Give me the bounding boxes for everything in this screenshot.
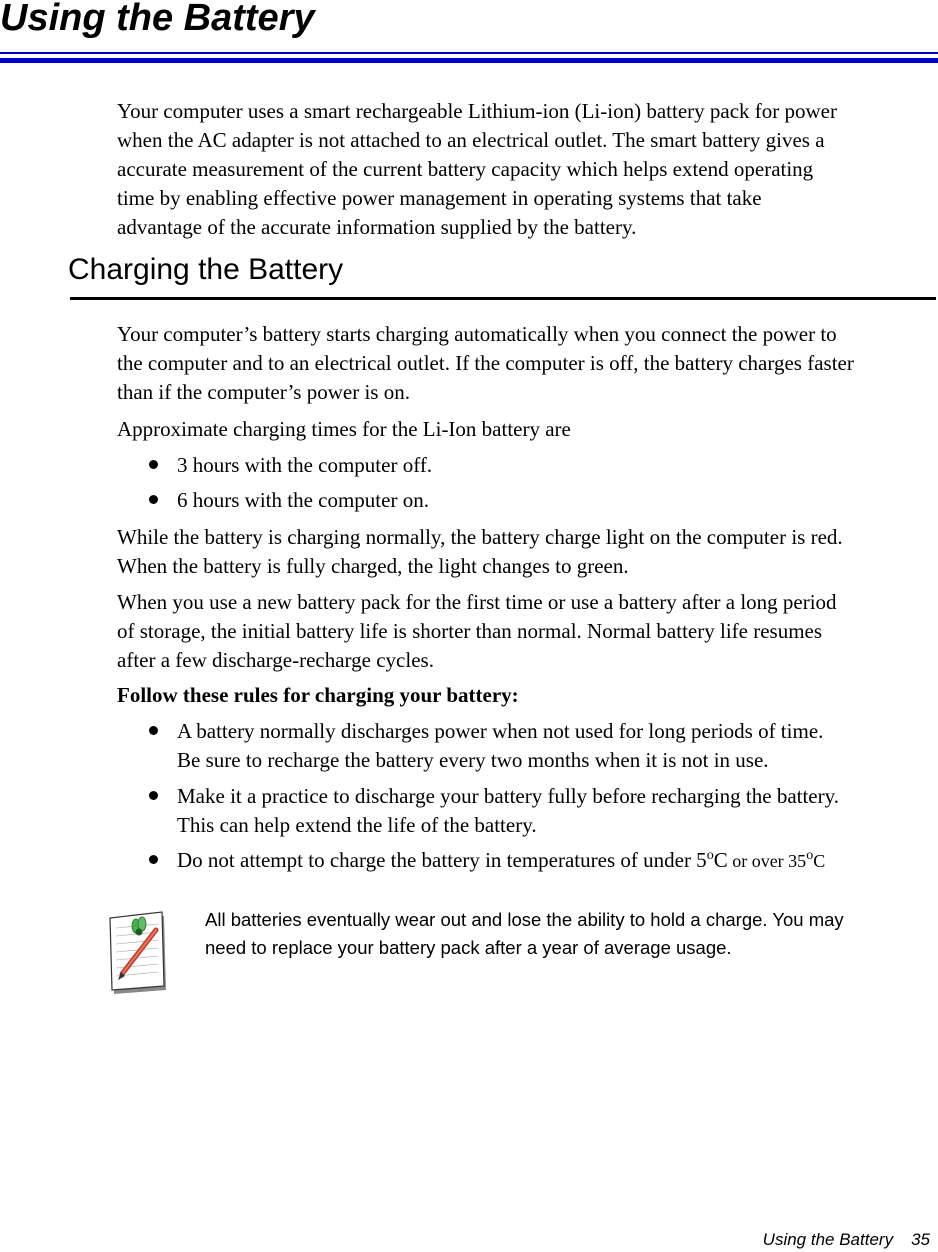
rule-line: This can help extend the life of the battery. — [177, 813, 537, 837]
temperature-unit: C — [813, 851, 826, 871]
section-heading: Charging the Battery — [68, 253, 344, 286]
rule-line: Make it a practice to discharge your battery fully before recharging the battery. — [177, 784, 840, 808]
page-title: Using the Battery — [0, 0, 315, 39]
rule-line: Be sure to recharge the battery every two months when it is not in use. — [177, 748, 769, 772]
bullet-icon — [149, 495, 158, 504]
note-line: All batteries eventually wear out and lose the ability to hold a charge. You may — [205, 909, 844, 930]
note-pencil-icon — [108, 906, 170, 996]
degree-superscript: o — [706, 848, 714, 863]
title-rule-thin — [0, 52, 938, 54]
intro-line: when the AC adapter is not attached to an electrical outlet. The smart battery gives a — [117, 128, 825, 152]
rule-text — [177, 717, 823, 775]
new-battery-line: after a few discharge-recharge cycles. — [117, 648, 434, 672]
charge-light-paragraph — [117, 523, 843, 581]
intro-paragraph — [117, 97, 837, 242]
bullet-icon — [149, 791, 158, 800]
note-text — [205, 906, 844, 962]
intro-line: Your computer uses a smart rechargeable Lithium-ion (Li-ion) battery pack for power — [117, 99, 837, 123]
intro-line: accurate measurement of the current battery capacity which helps extend operating — [117, 157, 814, 181]
page-number: 35 — [911, 1230, 930, 1249]
charging-line: Your computer’s battery starts charging automatically when you connect the power to — [117, 322, 837, 346]
intro-line: time by enabling effective power management in operating systems that take — [117, 186, 762, 210]
bullet-icon — [149, 855, 158, 864]
temperature-rule-text — [177, 846, 825, 876]
charge-light-line: While the battery is charging normally, the battery charge light on the computer is red. — [117, 525, 843, 549]
note-line: need to replace your battery pack after a year of average usage. — [205, 937, 732, 958]
charging-paragraph — [117, 320, 854, 407]
new-battery-line: of storage, the initial battery life is shorter than normal. Normal battery life resumes — [117, 619, 823, 643]
rules-heading: Follow these rules for charging your battery: — [117, 683, 519, 707]
bullet-icon — [149, 460, 158, 469]
bullet-icon — [149, 726, 158, 735]
new-battery-line: When you use a new battery pack for the first time or use a battery after a long period — [117, 590, 837, 614]
approx-intro: Approximate charging times for the Li-Ion battery are — [117, 417, 571, 441]
rule-text — [177, 782, 839, 840]
degree-superscript: o — [806, 848, 814, 863]
temperature-prefix: Do not attempt to charge the battery in temperatures of under 5 — [177, 848, 707, 872]
section-rule — [70, 297, 936, 300]
charge-light-line: When the battery is fully charged, the light changes to green. — [117, 554, 629, 578]
charging-time-text: 6 hours with the computer on. — [177, 488, 429, 512]
intro-line: advantage of the accurate information supplied by the battery. — [117, 215, 637, 239]
charging-time-text: 3 hours with the computer off. — [177, 453, 433, 477]
charging-line: than if the computer’s power is on. — [117, 380, 410, 404]
charging-line: the computer and to an electrical outlet. If the computer is off, the battery charges faster — [117, 351, 854, 375]
rule-line: A battery normally discharges power when not used for long periods of time. — [177, 719, 824, 743]
footer-section-name: Using the Battery — [762, 1230, 894, 1249]
temperature-unit: C — [713, 848, 728, 872]
title-rule-thick — [0, 58, 938, 63]
new-battery-paragraph — [117, 588, 837, 675]
temperature-middle: or over 35 — [727, 851, 807, 871]
page-footer — [763, 1229, 930, 1251]
